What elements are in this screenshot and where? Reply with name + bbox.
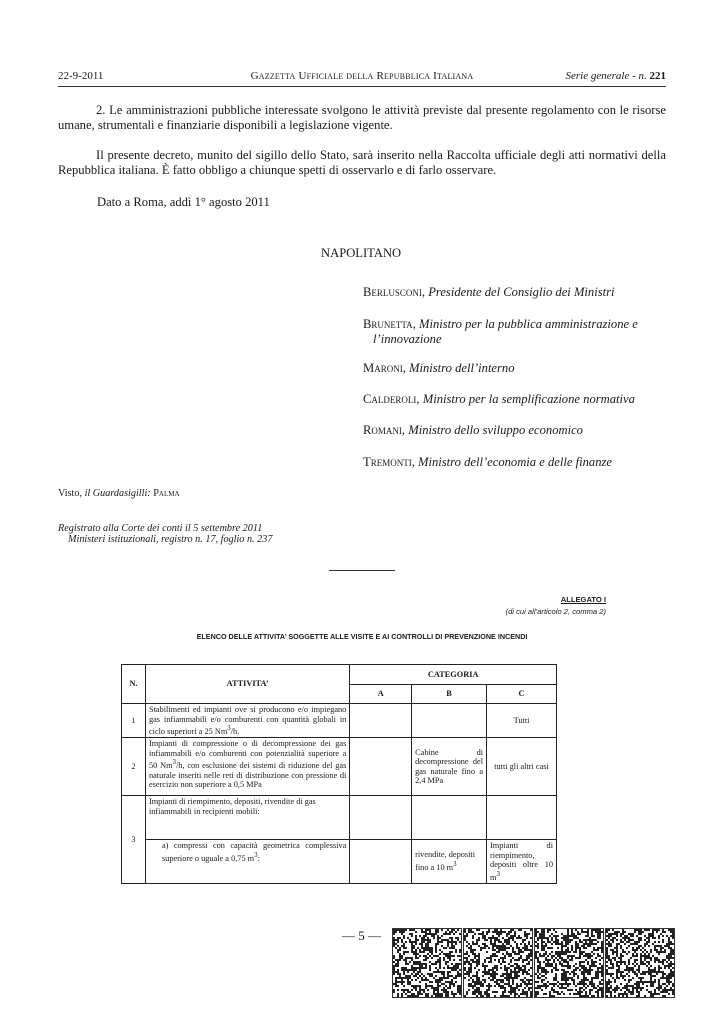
signatory: Romani, Ministro dello sviluppo economico bbox=[363, 423, 583, 437]
date-place: Dato a Roma, addì 1° agosto 2011 bbox=[97, 195, 270, 209]
signatory: Berlusconi, Presidente del Consiglio dei Ministri bbox=[363, 285, 615, 299]
row-activity: Impianti di riempimento, depositi, rivendite di gas infiammabili in recipienti mobili: bbox=[145, 796, 349, 840]
activities-table bbox=[121, 664, 557, 884]
table-row bbox=[122, 704, 557, 738]
qr-code-icon bbox=[392, 928, 462, 998]
row-activity: Impianti di compressione o di decompressione dei gas infiammabili e/o comburenti con potenzialità superiore a 50 Nm$^3$/h, con esclusione dei sistemi di riduzione del gas naturale inseriti nelle reti di distribuzione con pressione di esercizio non superiore a 0,5 MPa bbox=[145, 738, 349, 796]
header-rule bbox=[58, 86, 666, 87]
row-cat-c bbox=[487, 796, 557, 840]
row-number: 2 bbox=[122, 738, 146, 796]
row-cat-a bbox=[350, 840, 412, 884]
header-date: 22-9-2011 bbox=[58, 70, 104, 82]
table-header-row bbox=[122, 665, 557, 685]
header-activity: ATTIVITA’ bbox=[145, 665, 349, 704]
row-cat-c: tutti gli altri casi bbox=[487, 738, 557, 796]
qr-code-icon bbox=[605, 928, 675, 998]
paragraph-decree: Il presente decreto, munito del sigillo dello Stato, sarà inserito nella Raccolta ufficiale degli atti normativi della Repubblica italiana. È fatto obbligo a chiunque spetti di osservarlo e di farlo osservare. bbox=[58, 148, 666, 177]
row-cat-b: Cabine di decompressione del gas naturale fino a 2,4 MPa bbox=[412, 738, 487, 796]
row-cat-b: rivendite, depositi fino a 10 $m^3$ bbox=[412, 840, 487, 884]
signatory: Calderoli, Ministro per la semplificazione normativa bbox=[363, 392, 635, 406]
row-cat-c: Impianti di riempimento, depositi oltre 10 $m^3$ bbox=[487, 840, 557, 884]
table-row bbox=[122, 840, 557, 884]
row-cat-a bbox=[350, 796, 412, 840]
table-row bbox=[122, 738, 557, 796]
row-activity: Stabilimenti ed impianti ove si producono e/o impiegano gas infiammabili e/o comburenti con quantità globali in ciclo superiori a 25 Nm$^3$/h. bbox=[145, 704, 349, 738]
qr-code-icon bbox=[463, 928, 533, 998]
registration-line-2: Ministeri istituzionali, registro n. 17, foglio n. 237 bbox=[68, 534, 273, 545]
header-series: Serie generale - n. 221 bbox=[565, 70, 666, 82]
row-cat-b bbox=[412, 704, 487, 738]
paragraph-resources: 2. Le amministrazioni pubbliche interessate svolgono le attività previste dal presente regolamento con le risorse umane, strumentali e finanziarie disponibili a legislazione vigente. bbox=[58, 103, 666, 132]
page-number: — 5 — bbox=[342, 928, 381, 943]
row-number: 1 bbox=[122, 704, 146, 738]
annex-subtitle: (di cui all’articolo 2, comma 2) bbox=[505, 607, 606, 616]
header-category: CATEGORIA bbox=[350, 665, 557, 685]
header-a: A bbox=[350, 685, 412, 704]
row-subactivity: a) compressi con capacità geometrica complessiva superiore o uguale a 0,75 $m^3$: bbox=[145, 840, 349, 884]
signatory: Maroni, Ministro dell’interno bbox=[363, 361, 515, 375]
row-cat-b bbox=[412, 796, 487, 840]
row-cat-a bbox=[350, 704, 412, 738]
president-name: NAPOLITANO bbox=[321, 246, 402, 260]
separator-rule bbox=[329, 570, 395, 571]
registration-line-1: Registrato alla Corte dei conti il 5 settembre 2011 bbox=[58, 523, 263, 534]
row-number: 3 bbox=[122, 796, 146, 884]
qr-code-icon bbox=[534, 928, 604, 998]
header-b: B bbox=[412, 685, 487, 704]
row-cat-c: Tutti bbox=[487, 704, 557, 738]
table-row bbox=[122, 796, 557, 840]
signatory: Brunetta, Ministro per la pubblica amministrazione e l’innovazione bbox=[363, 317, 638, 346]
annex-title: ALLEGATO I bbox=[560, 595, 606, 604]
header-issue: 221 bbox=[649, 70, 666, 82]
annex-list-title: ELENCO DELLE ATTIVITA’ SOGGETTE ALLE VISITE E AI CONTROLLI DI PREVENZIONE INCENDI bbox=[196, 632, 528, 641]
visto-line: Visto, il Guardasigilli: Palma bbox=[58, 488, 180, 499]
signatory: Tremonti, Ministro dell’economia e delle finanze bbox=[363, 455, 612, 469]
header-n: N. bbox=[122, 665, 146, 704]
header-publication: Gazzetta Ufficiale della Repubblica Italiana bbox=[250, 70, 474, 82]
header-c: C bbox=[487, 685, 557, 704]
row-cat-a bbox=[350, 738, 412, 796]
